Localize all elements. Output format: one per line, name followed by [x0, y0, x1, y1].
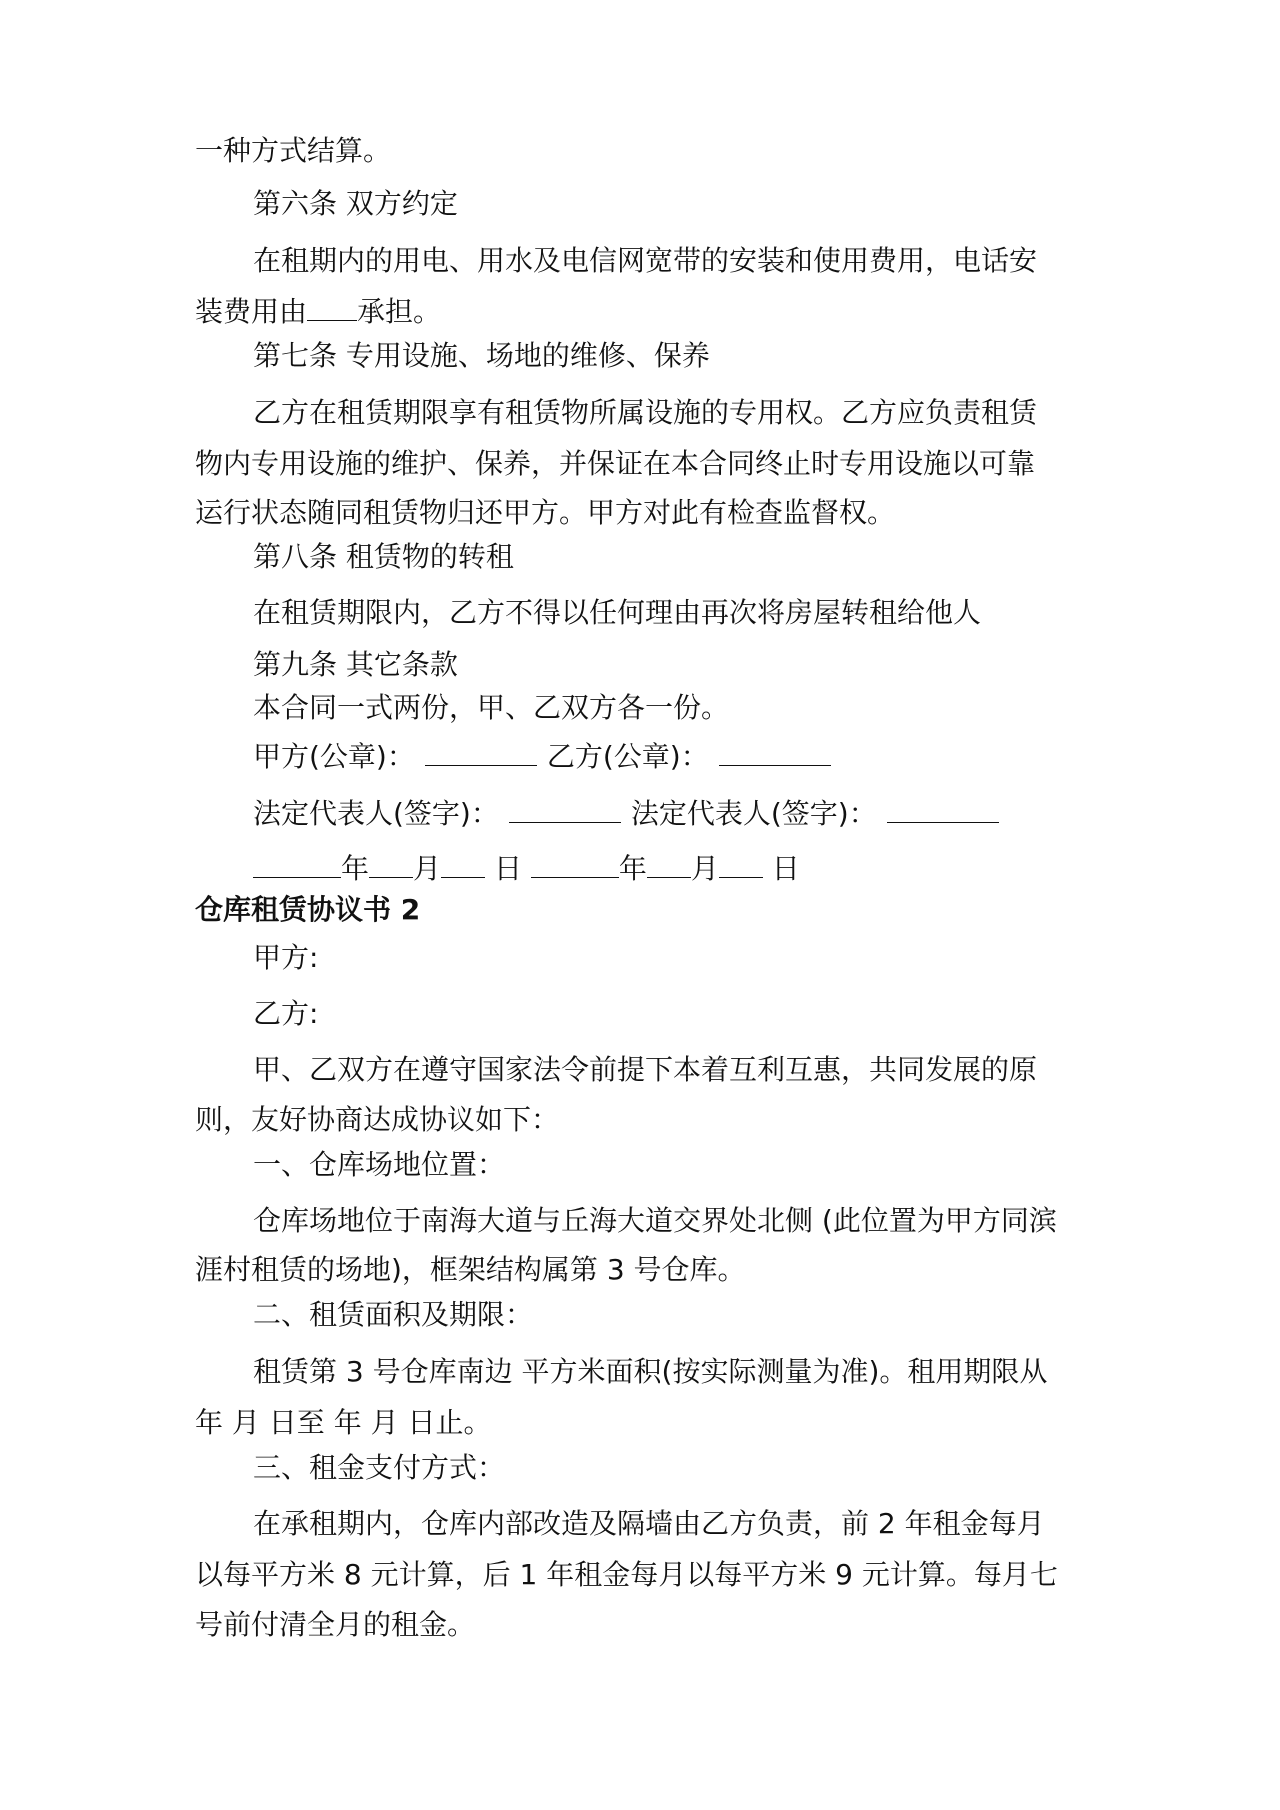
month-blank: [369, 851, 413, 878]
party-b-seal-label: 乙方(公章)：: [546, 740, 709, 773]
clause-2-title: 二、租赁面积及期限：: [253, 1298, 534, 1331]
party-b-seal-blank: [719, 739, 831, 766]
text-line: 在租赁期限内，乙方不得以任何理由再次将房屋转租给他人: [253, 596, 982, 629]
article-7-title: 第七条 专用设施、场地的维修、保养: [253, 339, 710, 372]
day-label: 日: [493, 852, 522, 885]
fill-in-blank: [307, 294, 357, 321]
year-label: 年: [618, 852, 647, 885]
text-line: 涯村租赁的场地)，框架结构属第 3 号仓库。: [195, 1253, 746, 1286]
text-line: [195, 292, 441, 332]
text-line: 一种方式结算。: [195, 134, 392, 167]
party-a-seal-blank: [425, 739, 537, 766]
day-blank: [441, 851, 485, 878]
seal-line: [253, 737, 831, 777]
text-line: 乙方在租赁期限享有租赁物所属设施的专用权。乙方应负责租赁: [253, 396, 1038, 429]
party-b-rep-blank: [887, 796, 999, 823]
text-line: 仓库场地位于南海大道与丘海大道交界处北侧 (此位置为甲方同滨: [253, 1204, 1057, 1237]
month-label: 月: [690, 852, 719, 885]
text-line: 在租期内的用电、用水及电信网宽带的安装和使用费用，电话安: [253, 244, 1038, 277]
text-line: 在承租期内，仓库内部改造及隔墙由乙方负责，前 2 年租金每月: [253, 1507, 1045, 1540]
day-blank: [719, 851, 763, 878]
party-a-seal-label: 甲方(公章)：: [253, 740, 415, 773]
text-line: 物内专用设施的维护、保养，并保证在本合同终止时专用设施以可靠: [195, 447, 1036, 480]
text-segment: 承担。: [357, 295, 442, 328]
day-label: 日: [771, 852, 800, 885]
text-line: 运行状态随同租赁物归还甲方。甲方对此有检查监督权。: [195, 496, 896, 529]
text-line: 号前付清全月的租金。: [195, 1608, 476, 1641]
text-line: 租赁第 3 号仓库南边 平方米面积(按实际测量为准)。租用期限从: [253, 1355, 1048, 1388]
text-line: 年 月 日至 年 月 日止。: [195, 1406, 492, 1439]
party-a-rep-blank: [509, 796, 621, 823]
clause-1-title: 一、仓库场地位置：: [253, 1148, 506, 1181]
text-line: 甲、乙双方在遵守国家法令前提下本着互利互惠，共同发展的原: [253, 1053, 1038, 1086]
party-b-label: 乙方:: [253, 997, 319, 1030]
article-9-title: 第九条 其它条款: [253, 648, 458, 681]
year-blank: [253, 851, 341, 878]
party-a-rep-label: 法定代表人(签字)：: [253, 797, 499, 830]
representative-line: [253, 794, 999, 834]
text-line: 本合同一式两份，甲、乙双方各一份。: [253, 691, 730, 724]
month-label: 月: [413, 852, 442, 885]
article-8-title: 第八条 租赁物的转租: [253, 540, 514, 573]
date-line: [253, 849, 800, 889]
text-line: 则，友好协商达成协议如下：: [195, 1103, 560, 1136]
year-label: 年: [341, 852, 370, 885]
text-line: 以每平方米 8 元计算，后 1 年租金每月以每平方米 9 元计算。每月七: [195, 1558, 1058, 1591]
party-b-rep-label: 法定代表人(签字)：: [630, 797, 877, 830]
year-blank: [531, 851, 619, 878]
clause-3-title: 三、租金支付方式：: [253, 1451, 506, 1484]
section-title: 仓库租赁协议书 2: [195, 893, 421, 926]
party-a-label: 甲方:: [253, 941, 319, 974]
month-blank: [647, 851, 691, 878]
text-segment: 装费用由: [195, 295, 308, 328]
article-6-title: 第六条 双方约定: [253, 187, 458, 220]
